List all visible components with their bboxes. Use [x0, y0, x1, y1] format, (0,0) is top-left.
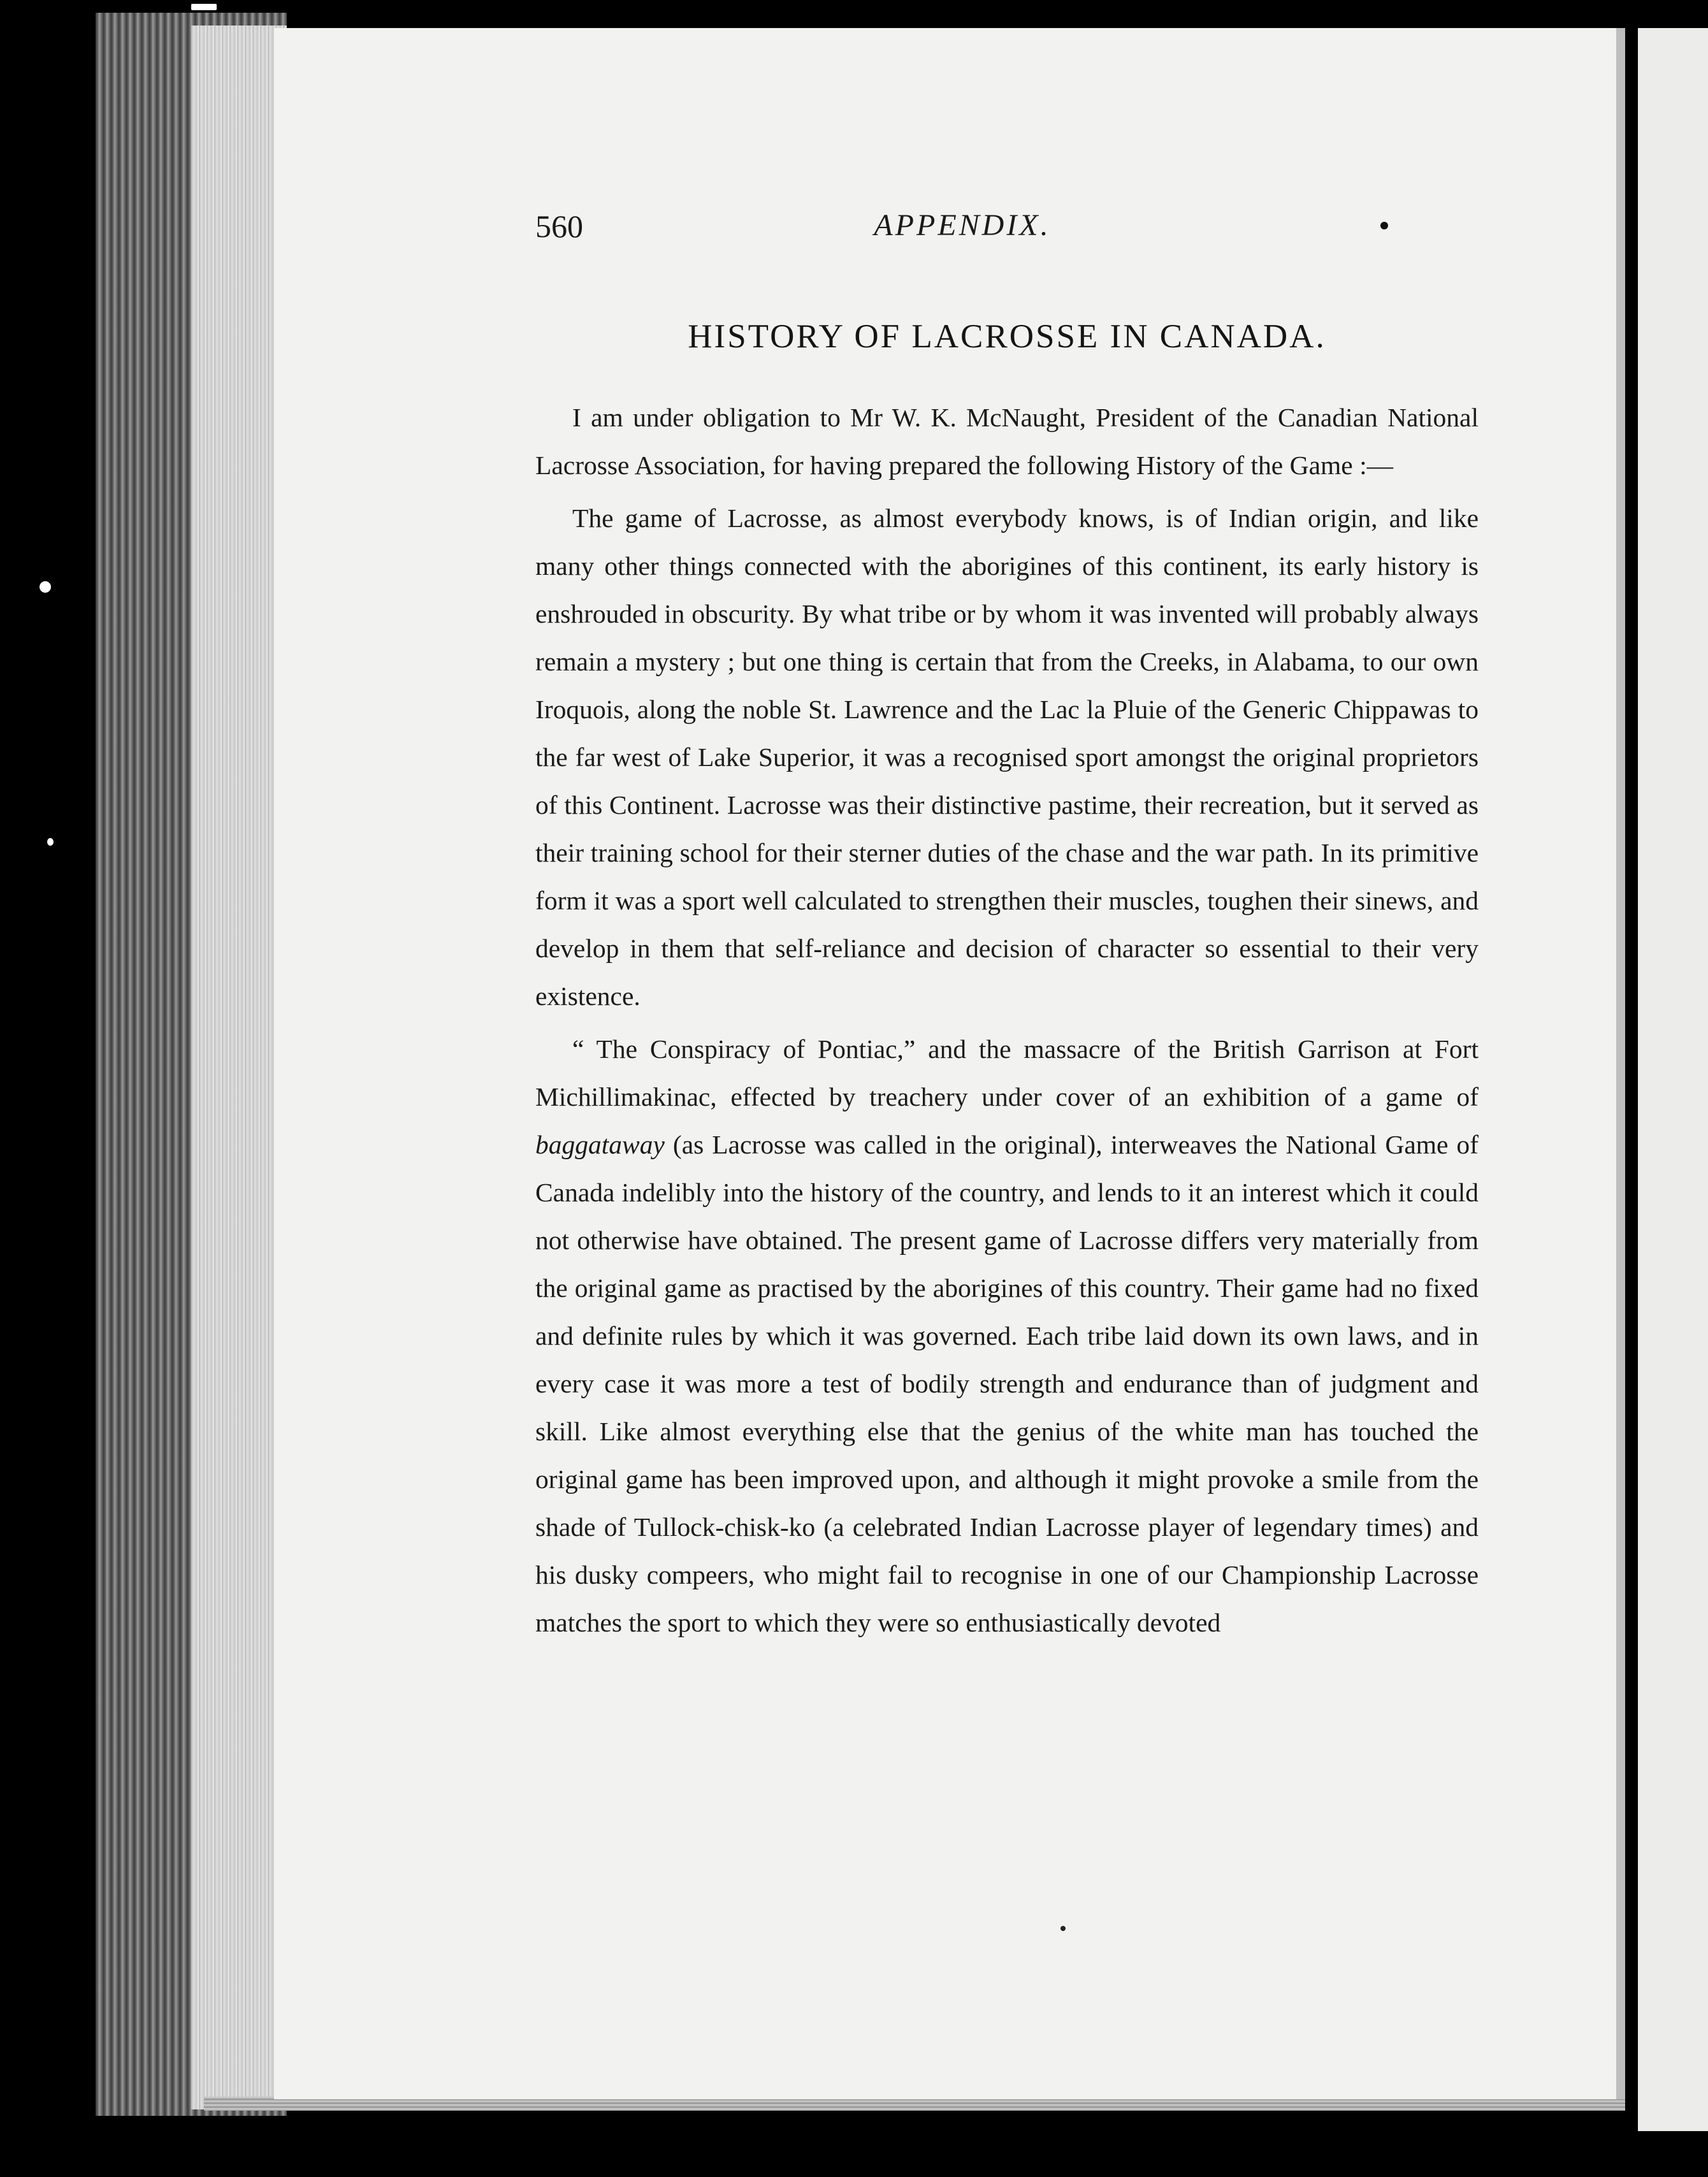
scan-speck: [47, 838, 54, 846]
page-fold-shadow: [1616, 28, 1625, 2099]
book-page-edges-inner: [191, 25, 287, 2109]
page-header: [535, 208, 1389, 252]
header-dot: [1380, 222, 1388, 229]
facing-page-edge: [1638, 28, 1708, 2131]
body-text: [535, 394, 1479, 1652]
paragraph-origin: The game of Lacrosse, as almost everybody knows, is of Indian origin, and like many other things connected with the aborigines of this continent, its early history is enshrouded in obscurity. By what tribe or by whom it was invented will probably always remain a mystery ; but one thing is certain that from the Creeks, in Alabama, to our own Iroquois, along the noble St. Lawrence and the Lac la Pluie of the Generic Chippawas to the far west of Lake Superior, it was a recognised sport amongst the original proprietors of this Continent. Lacrosse was their distinctive pastime, their recreation, but it served as their training school for their sterner duties of the chase and the war path. In its primitive form it was a sport well calculated to strengthen their muscles, toughen their sinews, and develop in them that self-reliance and decision of character so essential to their very existence.: [535, 503, 1479, 1011]
section-title: HISTORY OF LACROSSE IN CANADA.: [688, 318, 1326, 355]
running-head: APPENDIX.: [874, 208, 1051, 242]
paragraph-pontiac-text-start: “ The Conspiracy of Pontiac,” and the massacre of the British Garrison at Fort Michillimakinac, effected by treachery under cover of an exhibition of a game of: [535, 1034, 1479, 1111]
scan-speck: [191, 4, 217, 10]
paragraph-pontiac-text-end: (as Lacrosse was called in the original), interweaves the National Game of Canada indelibly into the history of the country, and lends to it an interest which it could not otherwise have obtained. The present game of Lacrosse differs very materially from the original game as practised by the aborigines of this country. Their game had no fixed and definite rules by which it was governed. Each tribe laid down its own laws, and in every case it was more a test of bodily strength and endurance than of judgment and skill. Like almost everything else that the genius of the white man has touched the original game has been improved upon, and although it might provoke a smile from the shade of Tullock-chisk-ko (a celebrated Indian Lacrosse player of legendary times) and his dusky compeers, who might fail to recognise in one of our Championship Lacrosse matches the sport to which they were so enthusiastically devoted: [535, 1130, 1479, 1637]
paragraph-pontiac: [535, 1025, 1479, 1647]
book-gutter: [1625, 0, 1638, 2177]
bottom-dot: [1060, 1926, 1066, 1931]
paragraph-intro: I am under obligation to Mr W. K. McNaught, President of the Canadian National Lacrosse Association, for having prepared the following History of the Game :—: [535, 403, 1479, 480]
page-number: 560: [535, 208, 583, 244]
italic-term-baggataway: baggataway: [535, 1130, 665, 1159]
scan-speck: [40, 581, 51, 593]
